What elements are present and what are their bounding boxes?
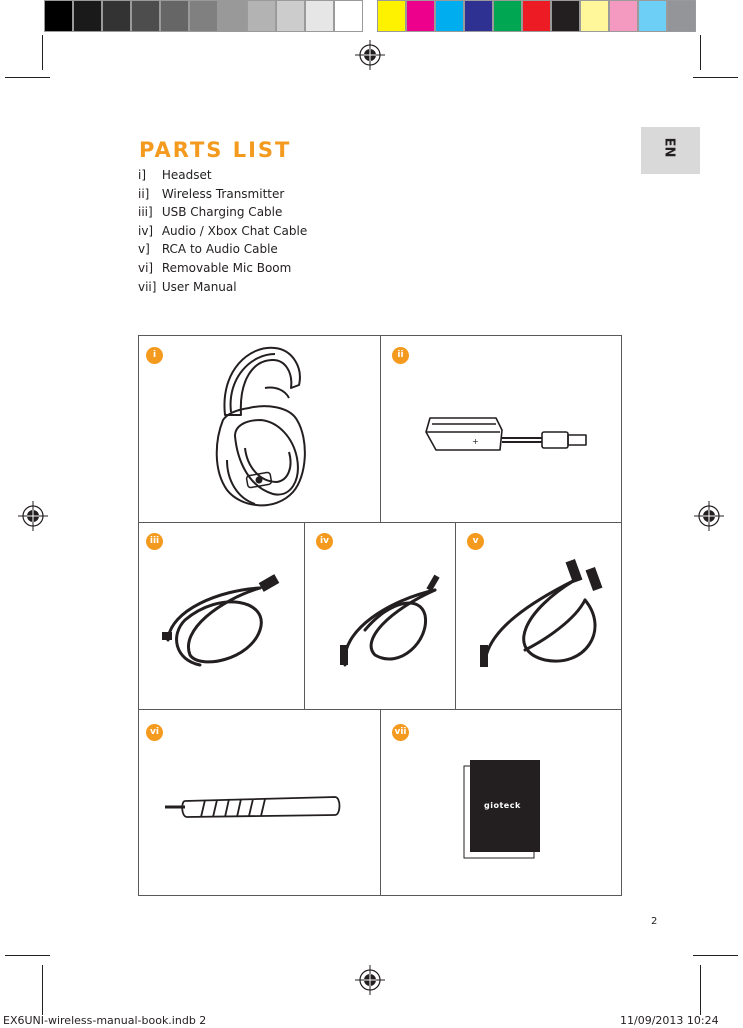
color-swatch (435, 0, 464, 32)
badge-vi: vi (146, 724, 163, 741)
svg-text:+: + (472, 437, 479, 446)
parts-list-label: Removable Mic Boom (158, 260, 292, 275)
badge-iv: iv (316, 533, 333, 550)
color-swatch (218, 0, 247, 32)
parts-list-label: User Manual (158, 279, 237, 294)
language-tab-label: EN (661, 137, 677, 158)
grid-divider (304, 522, 305, 710)
parts-list-label: Headset (158, 168, 212, 182)
parts-list-item (138, 203, 307, 222)
audio-cable-illustration (330, 570, 445, 675)
registration-mark-top (355, 40, 385, 70)
headset-illustration (205, 340, 315, 515)
parts-list-label: Audio / Xbox Chat Cable (158, 223, 308, 238)
color-swatch (406, 0, 435, 32)
registration-mark-right (694, 501, 724, 531)
parts-list-number: iv] (138, 223, 154, 238)
color-swatch (493, 0, 522, 32)
crop-mark (700, 35, 701, 70)
badge-i: i (146, 347, 163, 364)
page-title: PARTS LIST (139, 138, 292, 162)
parts-list-number: vi] (138, 260, 154, 275)
badge-vii: vii (392, 724, 409, 741)
parts-list-number: v] (138, 242, 150, 257)
grid-divider (380, 335, 381, 523)
crop-mark (693, 955, 738, 956)
parts-list-number: i] (138, 168, 147, 182)
color-swatch (73, 0, 102, 32)
color-swatch (276, 0, 305, 32)
usb-cable-illustration (160, 570, 285, 685)
color-swatch (667, 0, 696, 32)
crop-mark (700, 965, 701, 1015)
badge-v: v (467, 533, 484, 550)
footer-timestamp: 11/09/2013 10:24 (620, 1014, 719, 1027)
parts-list-number: ii] (138, 186, 150, 201)
crop-mark (693, 77, 738, 78)
color-swatch (247, 0, 276, 32)
color-swatch (305, 0, 334, 32)
color-swatch (44, 0, 73, 32)
language-tab (641, 127, 700, 174)
parts-list-item (138, 222, 307, 241)
color-swatch (609, 0, 638, 32)
crop-mark (42, 35, 43, 70)
color-swatch (522, 0, 551, 32)
grid-divider (455, 522, 456, 710)
parts-list-number: iii] (138, 205, 153, 220)
badge-ii: ii (392, 347, 409, 364)
rca-cable-illustration (465, 550, 615, 680)
mic-boom-illustration (165, 793, 345, 823)
color-swatch (131, 0, 160, 32)
grid-divider (380, 709, 381, 895)
footer-file-info: EX6UNI-wireless-manual-book.indb 2 (3, 1014, 207, 1027)
parts-list (138, 166, 307, 296)
color-swatch (377, 0, 406, 32)
page-number: 2 (651, 916, 658, 927)
parts-list-label: USB Charging Cable (158, 205, 283, 220)
color-swatch (189, 0, 218, 32)
parts-list-item (138, 259, 307, 278)
transmitter-illustration (420, 410, 590, 455)
registration-mark-left (18, 501, 48, 531)
registration-mark-bottom (355, 965, 385, 995)
badge-iii: iii (146, 533, 163, 550)
manual-logo: gioteck (484, 801, 521, 810)
color-swatch (334, 0, 363, 32)
color-swatch (551, 0, 580, 32)
color-swatch (464, 0, 493, 32)
crop-mark (5, 77, 50, 78)
parts-list-item (138, 185, 307, 204)
parts-list-label: RCA to Audio Cable (158, 242, 278, 257)
parts-list-item (138, 278, 307, 297)
color-swatch (160, 0, 189, 32)
color-swatch (102, 0, 131, 32)
crop-mark (42, 965, 43, 1015)
crop-mark (5, 955, 50, 956)
parts-list-number: vii] (138, 279, 157, 294)
parts-list-label: Wireless Transmitter (158, 186, 285, 201)
parts-list-item (138, 240, 307, 259)
color-swatch (580, 0, 609, 32)
color-swatch (638, 0, 667, 32)
parts-list-item (138, 166, 307, 185)
